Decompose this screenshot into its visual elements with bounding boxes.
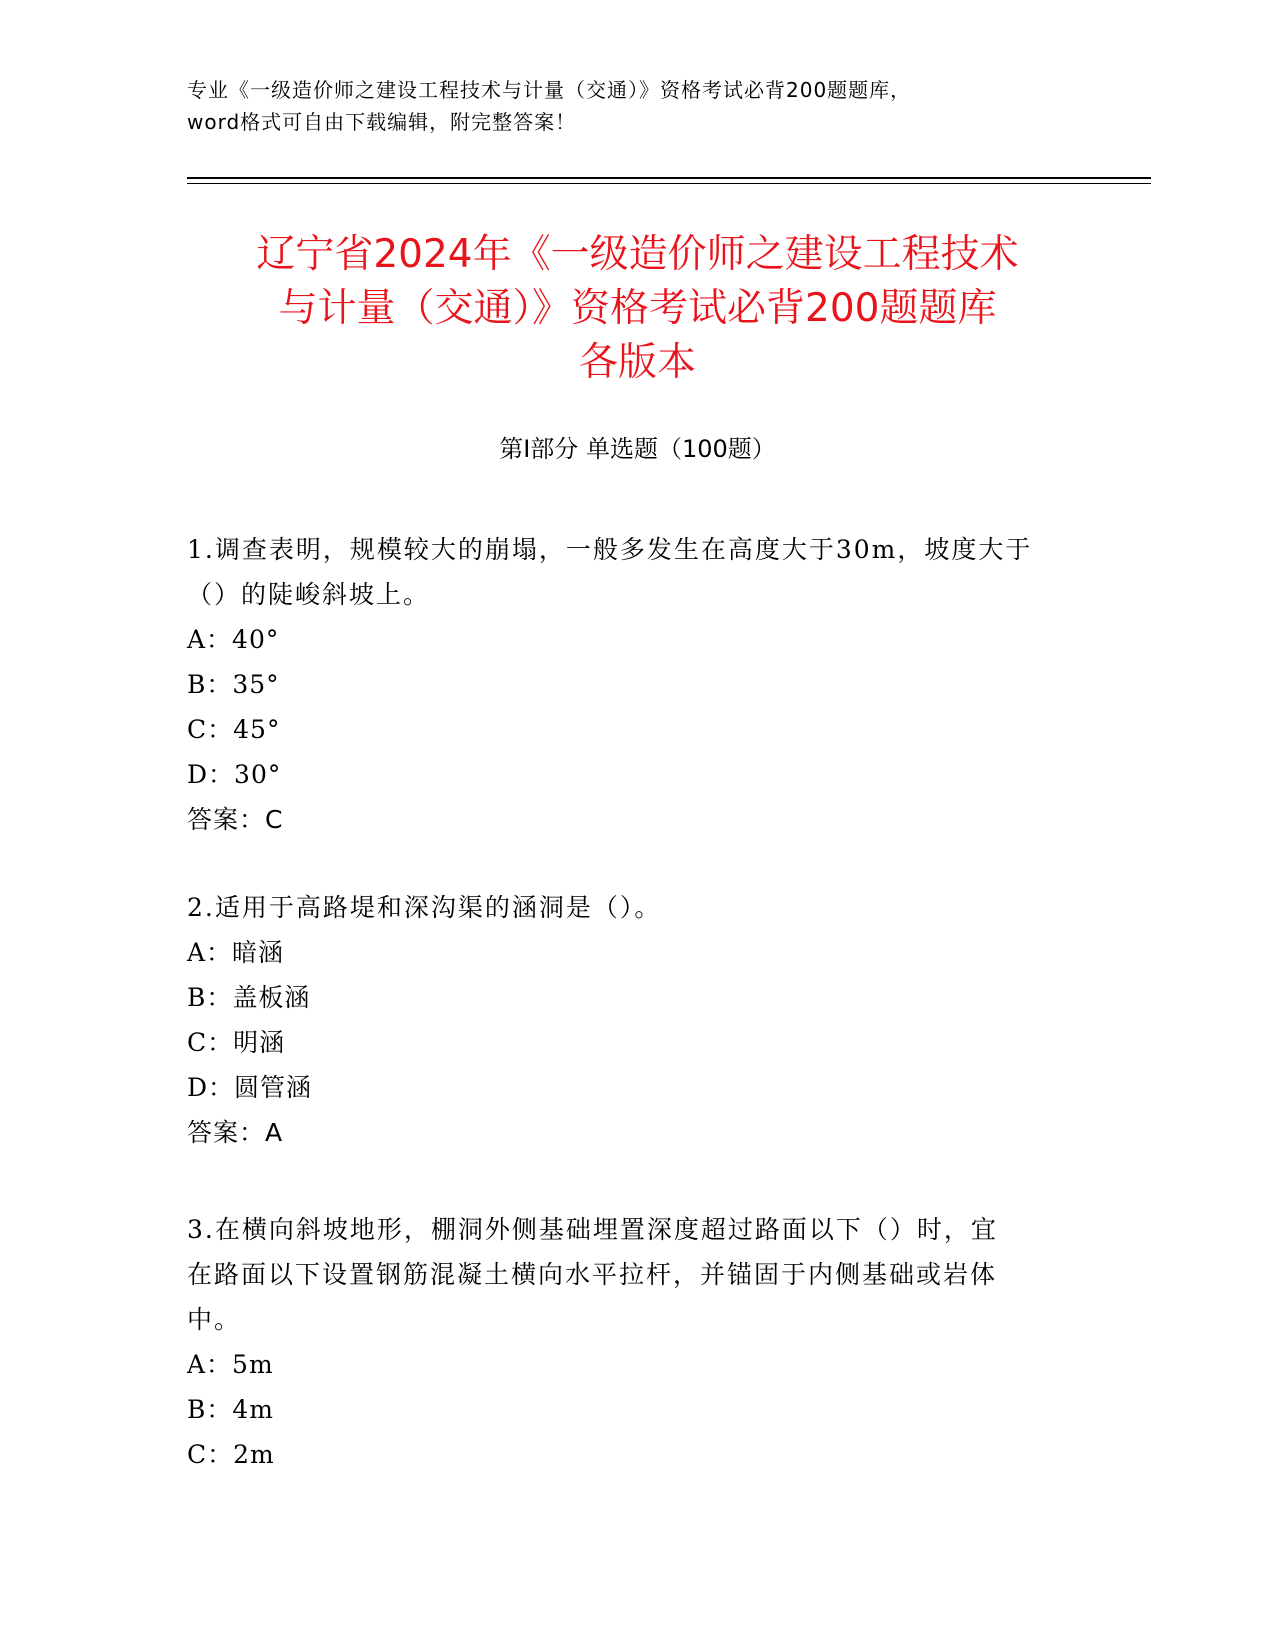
header-note-line-2: word格式可自由下载编辑，附完整答案！ (187, 110, 577, 134)
question-stem-line: 2.适用于高路堤和深沟渠的涵洞是（）。 (187, 893, 662, 922)
option-d: D：圆管涵 (187, 1073, 313, 1102)
header-divider-thin (187, 183, 1151, 184)
section-heading: 第I部分 单选题（100题） (499, 435, 776, 463)
option-c: C：明涵 (187, 1028, 286, 1057)
question-stem-line: 中。 (187, 1305, 242, 1334)
header-divider-thick (187, 177, 1151, 179)
option-b: B：4m (187, 1395, 274, 1424)
option-c: C：2m (187, 1440, 275, 1469)
option-b: B：35° (187, 670, 280, 699)
answer: 答案：A (187, 1118, 284, 1147)
header-note-line-1: 专业《一级造价师之建设工程技术与计量（交通）》资格考试必背200题题库， (187, 78, 912, 102)
option-c: C：45° (187, 715, 281, 744)
question-1 (187, 527, 1087, 842)
question-3 (187, 1207, 1087, 1477)
header-note (187, 74, 1087, 138)
question-2 (187, 885, 1087, 1155)
document-title (160, 228, 1115, 390)
option-a: A：40° (187, 625, 280, 654)
option-a: A：暗涵 (187, 938, 285, 967)
title-line-3: 各版本 (578, 340, 696, 385)
question-stem-line: 3.在横向斜坡地形，棚洞外侧基础埋置深度超过路面以下（）时，宜 (187, 1215, 998, 1244)
title-line-1: 辽宁省2024年《一级造价师之建设工程技术 (256, 232, 1019, 277)
question-stem-line: （）的陡峻斜坡上。 (187, 580, 431, 609)
option-d: D：30° (187, 760, 282, 789)
option-a: A：5m (187, 1350, 274, 1379)
question-stem-line: 在路面以下设置钢筋混凝土横向水平拉杆，并锚固于内侧基础或岩体 (187, 1260, 998, 1289)
question-stem-line: 1.调查表明，规模较大的崩塌，一般多发生在高度大于30m，坡度大于 (187, 535, 1033, 564)
title-line-2: 与计量（交通）》资格考试必背200题题库 (278, 286, 997, 331)
answer: 答案：C (187, 805, 284, 834)
option-b: B：盖板涵 (187, 983, 311, 1012)
